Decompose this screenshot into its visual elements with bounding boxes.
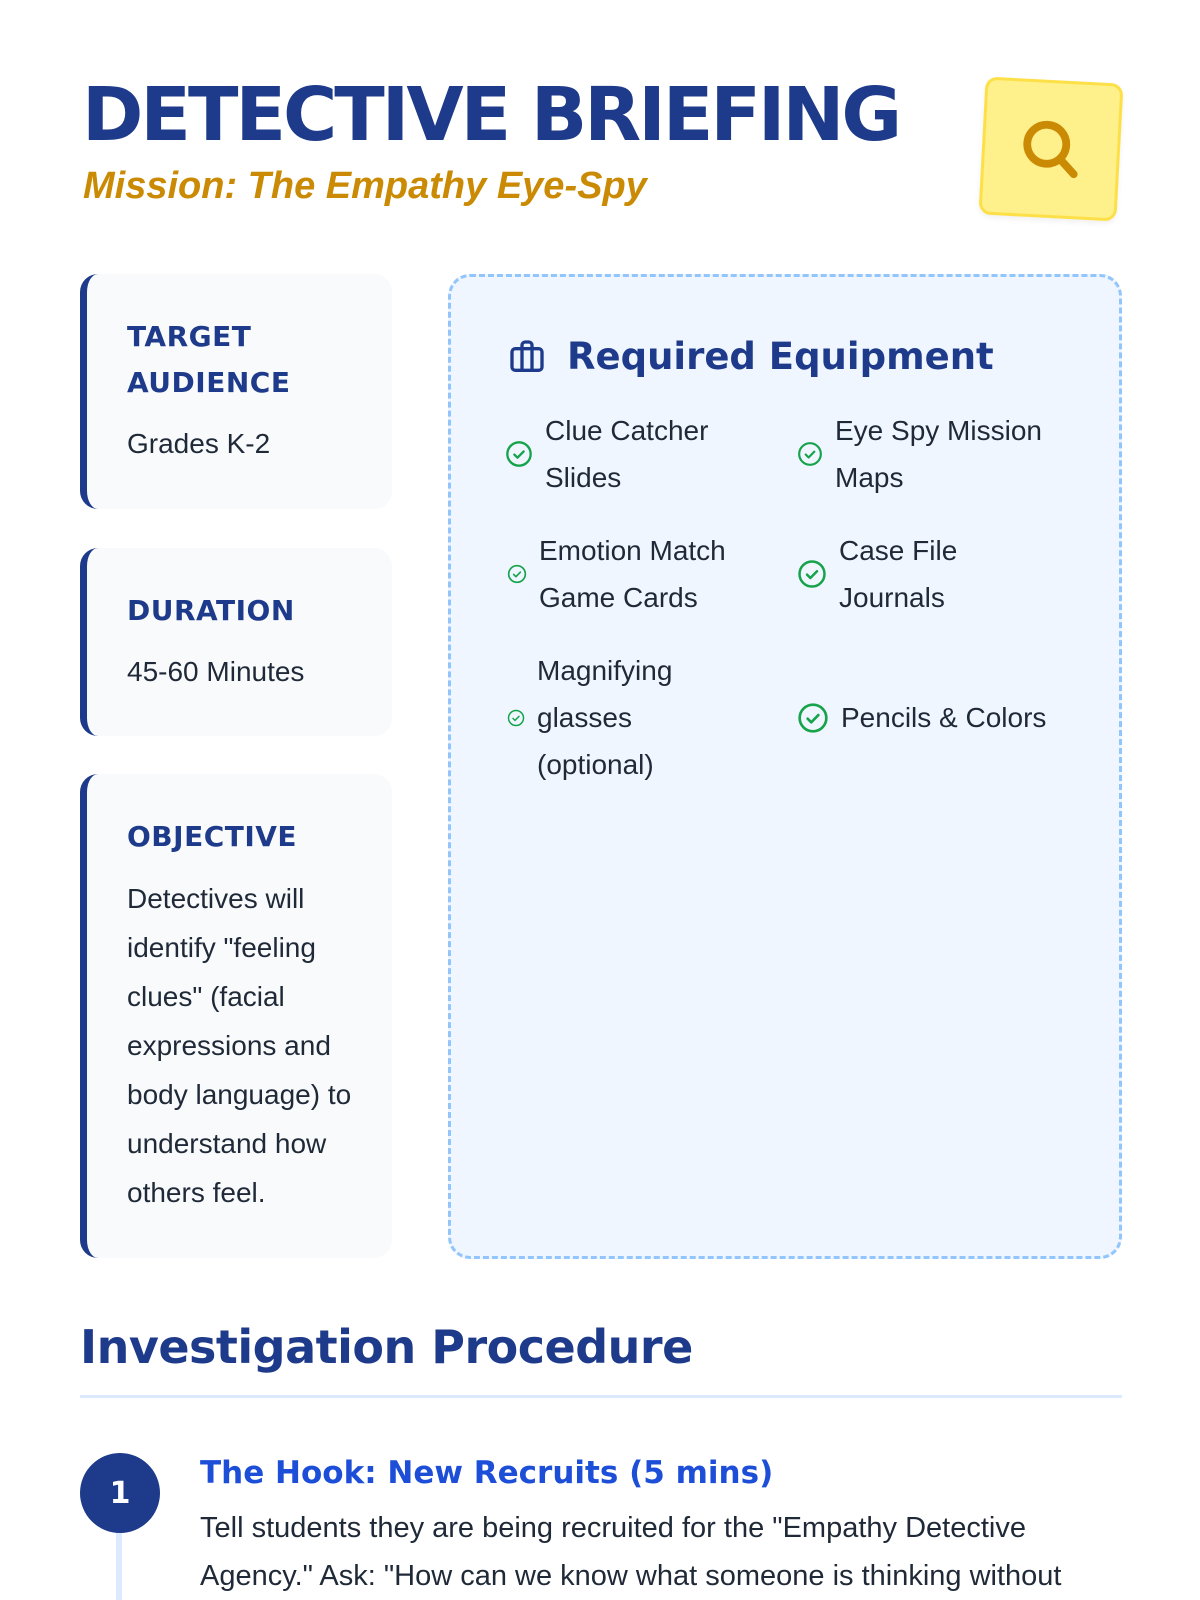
objective-label: OBJECTIVE — [127, 820, 298, 853]
check-circle-icon — [797, 559, 827, 589]
section-divider — [80, 1395, 1122, 1398]
step-number: 1 — [80, 1453, 160, 1533]
equipment-item — [505, 407, 745, 501]
equipment-item — [507, 527, 759, 621]
duration-value: 45-60 Minutes — [127, 656, 305, 687]
step-description: Tell students they are being recruited for the "Empathy Detective Agency." Ask: "How can we know what someone is thinking without — [200, 1512, 1062, 1592]
audience-value: Grades K-2 — [127, 428, 271, 459]
check-circle-icon — [507, 564, 527, 584]
equipment-item-label: Clue Catcher Slides — [545, 415, 709, 493]
equipment-item-label: Magnifying glasses (optional) — [537, 655, 673, 780]
check-circle-icon — [797, 441, 823, 467]
magnifier-badge — [978, 76, 1123, 221]
step-title: The Hook: New Recruits (5 mins) — [200, 1455, 774, 1491]
audience-card — [80, 274, 392, 509]
equipment-item — [797, 694, 1101, 741]
check-circle-icon — [507, 709, 525, 727]
equipment-panel — [448, 274, 1122, 1259]
duration-card — [80, 548, 392, 736]
check-circle-icon — [797, 702, 829, 734]
page-title: DETECTIVE BRIEFING — [82, 72, 900, 158]
equipment-title: Required Equipment — [567, 335, 994, 378]
check-circle-icon — [505, 440, 533, 468]
equipment-item-label: Case File Journals — [839, 535, 958, 613]
equipment-item-label: Emotion Match Game Cards — [539, 535, 726, 613]
objective-card — [80, 774, 392, 1258]
equipment-item-label: Eye Spy Mission Maps — [835, 415, 1042, 493]
briefcase-icon — [507, 337, 547, 377]
equipment-item — [507, 647, 707, 788]
mission-subtitle: Mission: The Empathy Eye-Spy — [83, 165, 647, 207]
equipment-item — [797, 407, 1075, 501]
audience-label: TARGET AUDIENCE — [127, 320, 291, 399]
equipment-item — [797, 527, 1039, 621]
equipment-header — [507, 335, 994, 378]
magnifying-glass-icon — [1013, 111, 1089, 187]
duration-label: DURATION — [127, 594, 295, 627]
equipment-item-label: Pencils & Colors — [841, 702, 1047, 733]
procedure-title: Investigation Procedure — [80, 1320, 693, 1374]
objective-value: Detectives will identify "feeling clues" (facial expressions and body language) to understand how others feel. — [127, 883, 352, 1208]
